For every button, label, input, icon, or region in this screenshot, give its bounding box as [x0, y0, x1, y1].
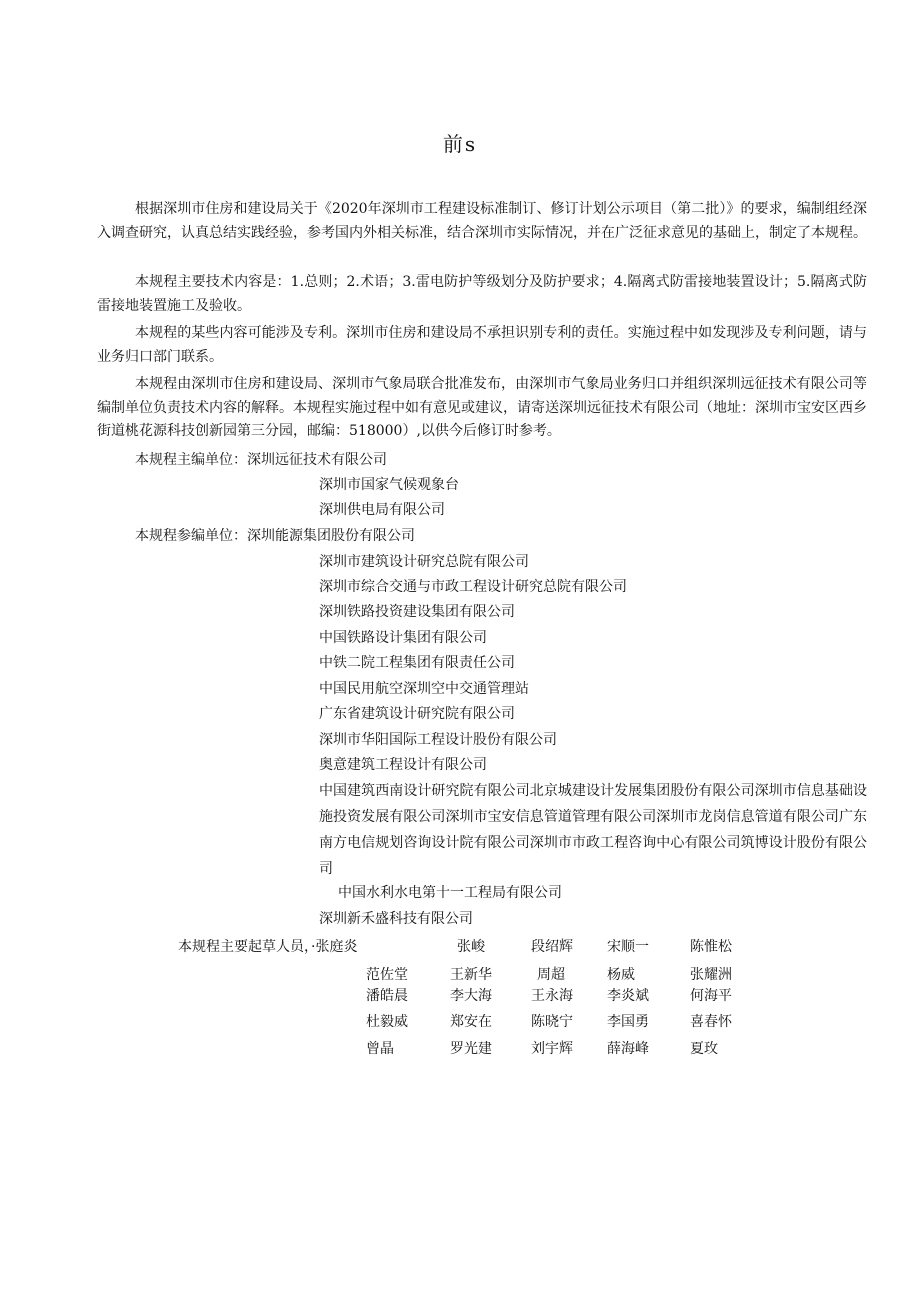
participating-unit-item: 深圳市综合交通与市政工程设计研究总院有限公司: [319, 579, 627, 595]
page-title: 前s: [442, 132, 478, 156]
drafter-name: 张庭炎: [315, 939, 358, 955]
drafter-name: 李国勇: [607, 1014, 649, 1030]
drafter-name: 何海平: [690, 988, 732, 1004]
drafters-label: [178, 937, 357, 957]
chief-unit-item: 深圳供电局有限公司: [319, 502, 445, 518]
paragraph-technical-content: 本规程主要技术内容是：1.总则；2.术语；3.雷电防护等级划分及防护要求；4.隔离式防雷接地装置设计；5.隔离式防雷接地装置施工及验收。: [97, 274, 867, 314]
drafter-name: 宋顺一: [607, 939, 649, 955]
drafter-name: 罗光建: [450, 1041, 492, 1057]
drafter-name: 陈晓宁: [531, 1014, 573, 1030]
participating-units-paragraph: 中国建筑西南设计研究院有限公司北京城建设计发展集团股份有限公司深圳市信息基础设施投资发展有限公司深圳市宝安信息管道管理有限公司深圳市龙岗信息管道有限公司广东南方电信规划咨询设计院有限公司深圳市市政工程咨询中心有限公司筑博设计股份有限公司: [319, 783, 867, 877]
participating-unit-item: 中国铁路设计集团有限公司: [319, 630, 487, 646]
drafter-name: 王永海: [531, 988, 573, 1004]
participating-units-label-text: 本规程参编单位：: [135, 528, 247, 544]
drafter-name: 范佐堂: [366, 967, 408, 983]
drafter-name: 薛海峰: [607, 1041, 649, 1057]
chief-unit-item: 深圳远征技术有限公司: [247, 452, 387, 468]
participating-unit-item: 广东省建筑设计研究院有限公司: [319, 706, 515, 722]
drafter-name: 夏玫: [690, 1041, 718, 1057]
drafter-name: 郑安在: [450, 1014, 492, 1030]
chief-unit-item: 深圳市国家气候观象台: [319, 477, 459, 493]
drafter-name: 王新华: [450, 967, 492, 983]
participating-unit-item: 深圳市华阳国际工程设计股份有限公司: [319, 732, 557, 748]
drafter-name: 喜春怀: [690, 1014, 732, 1030]
paragraph-interpretation: 本规程由深圳市住房和建设局、深圳市气象局联合批准发布，由深圳市气象局业务归口并组织深圳远征技术有限公司等编制单位负责技术内容的解释。本规程实施过程中如有意见或建议，请寄送深圳远征技术有限公司（地址：深圳市宝安区西乡街道桃花源科技创新园第三分园，邮编：518000）,以供今后修订时参考。: [97, 376, 867, 439]
participating-unit-item: 奥意建筑工程设计有限公司: [319, 757, 487, 773]
drafter-name: 陈惟松: [690, 939, 732, 955]
drafter-name: 杨威: [607, 967, 635, 983]
drafters-label-text: 本规程主要起草人员，·: [178, 939, 316, 955]
participating-unit-item: 中国水利水电第十一工程局有限公司: [338, 885, 562, 901]
participating-unit-item: 深圳能源集团股份有限公司: [247, 528, 415, 544]
drafter-name: 张耀洲: [690, 967, 732, 983]
participating-unit-item: 深圳新禾盛科技有限公司: [319, 911, 473, 927]
participating-units-label: [135, 526, 415, 546]
chief-units-label: [135, 450, 387, 470]
drafter-name: 周超: [537, 967, 565, 983]
drafter-name: 段绍辉: [531, 939, 573, 955]
drafter-name: 杜毅威: [366, 1014, 408, 1030]
drafter-name: 张峻: [457, 939, 485, 955]
paragraph-background: 根据深圳市住房和建设局关于《2020年深圳市工程建设标准制订、修订计划公示项目（第二批）》的要求，编制组经深入调查研究，认真总结实践经验，参考国内外相关标准，结合深圳市实际情况，并在广泛征求意见的基础上，制定了本规程。: [97, 201, 867, 241]
chief-units-label-text: 本规程主编单位：: [135, 452, 247, 468]
drafter-name: 李炎斌: [607, 988, 649, 1004]
participating-unit-item: 中国民用航空深圳空中交通管理站: [319, 681, 529, 697]
participating-unit-item: 深圳市建筑设计研究总院有限公司: [319, 554, 529, 570]
participating-unit-item: 深圳铁路投资建设集团有限公司: [319, 604, 515, 620]
drafter-name: 李大海: [450, 988, 492, 1004]
paragraph-patent: 本规程的某些内容可能涉及专利。深圳市住房和建设局不承担识别专利的责任。实施过程中如发现涉及专利问题，请与业务归口部门联系。: [97, 325, 867, 365]
participating-unit-item: 中铁二院工程集团有限责任公司: [319, 655, 515, 671]
drafter-name: 刘宇辉: [531, 1041, 573, 1057]
drafter-name: 曾晶: [366, 1041, 394, 1057]
drafter-name: 潘皓晨: [366, 988, 408, 1004]
